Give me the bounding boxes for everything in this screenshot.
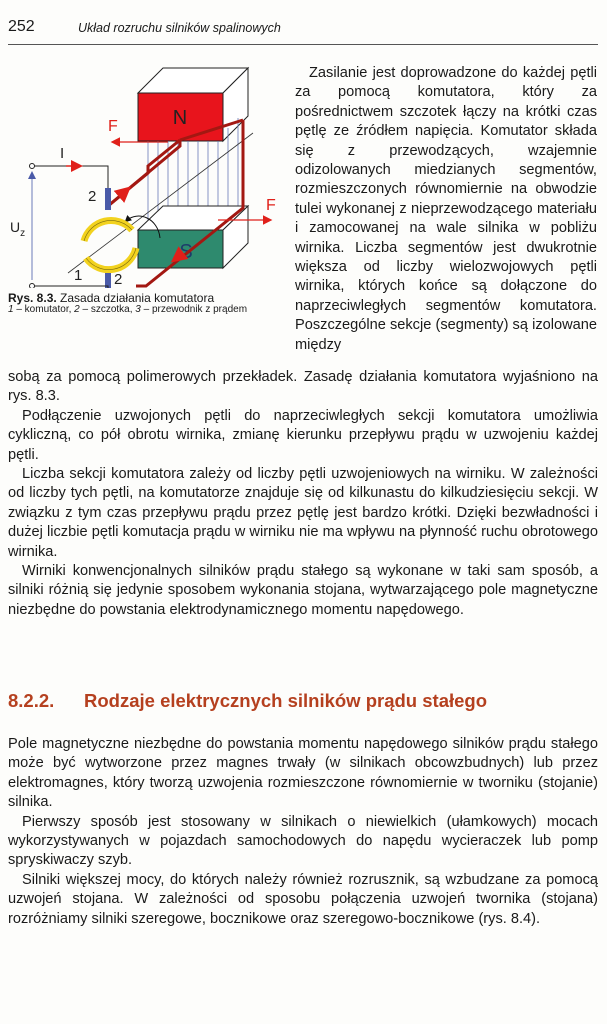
legend-num: 1 [8, 304, 14, 315]
paragraph: Pierwszy sposób jest stosowany w silnikach o niewielkich (ułamkowych) mocach wykorzystywanych w pojazdach samochodowych do napędu wycieraczek lub pomp spryskiwaczy szyb. [8, 813, 598, 869]
section-title: Rodzaje elektrycznych silników prądu stałego [84, 690, 488, 711]
paragraph: Pole magnetyczne niezbędne do powstania momentu napędowego silników prądu stałego może być wytworzone przez magnes trwały (w silnikach obcowzbudnych) lub przez elektromagnes, który tworzą uzwojenia rozmieszczone równomiernie w tworniku (stojanie) silnika. [8, 736, 598, 811]
brush-top [105, 188, 111, 210]
paragraph: Liczba sekcji komutatora zależy od liczby pętli uzwojeniowych na wirniku. W zależności od liczby tych pętli, na komutatorze znajduje się od kilkunastu do kilkudziesięciu sekcji. W związku z tym czas przepływu prądu przez pętlę jest bardzo krótki. Dzięki bezwładności i dużej liczbie pętli komutacja prądu w wirniku nie ma wpływu na płynność ruchu obrotowego wirnika. [8, 466, 598, 560]
caption-text: Zasada działania komutatora [60, 291, 215, 305]
paragraph: Zasilanie jest doprowadzone do każdej pętli za pomocą komutatora, który za pośrednictwem szczotek łączy na krótki czas pętlę ze źródłem napięcia. Komutator składa się z przewodzących, wzajemnie odizolowanych miedzianych segmentów, rozmieszczonych równomiernie na obwodzie tulei wykonanej z nieprzewodzącego materiału i zamocowanej na wale silnika w pobliżu wirnika. Liczba segmentów jest dwukrotnie większa od liczby wielozwojowych pętli wirnika, których końce są dołączone do naprzeciwległych segmentów komutatora. Poszczególne sekcje (segmenty) są izolowane między [295, 65, 597, 353]
legend-text: – szczotka, [79, 304, 136, 315]
page-number: 252 [8, 18, 35, 35]
paragraph: Silniki większej mocy, do których należy również rozrusznik, są wzbudzane za pomocą uzwojeń stojana. W zależności od sposobu połączenia uzwojeń twornika (stojana) rozróżniamy silniki szeregowe, bocznikowe oraz szeregowo-bocznikowe (rys. 8.4). [8, 871, 598, 927]
circuit-wire-top [32, 166, 108, 188]
main-text-block-2 [8, 735, 598, 929]
commutator-diagram [8, 58, 288, 288]
caption-legend [8, 304, 288, 316]
wrapped-text-column [295, 64, 597, 355]
legend-text: – komutator, [13, 304, 75, 315]
section-heading [8, 690, 487, 712]
caption-label: Rys. 8.3. [8, 291, 57, 305]
main-text-block-1 [8, 368, 598, 620]
section-number: 8.2.2. [8, 690, 55, 711]
paragraph: Wirniki konwencjonalnych silników prądu stałego są wykonane w taki sam sposób, a silniki różnią się jedynie sposobem wykonania stojana, wytwarzającego pole magnetyczne niezbędne do powstania elektrodynamicznego momentu napędowego. [8, 563, 598, 618]
force-label-top: F [108, 118, 118, 135]
north-label: N [172, 107, 188, 129]
terminal-bottom [30, 284, 35, 289]
voltage-label: $U_z$ [10, 219, 26, 239]
caption-title [8, 292, 288, 304]
legend-num: 3 [135, 304, 141, 315]
commutator-figure [8, 58, 288, 288]
terminal-top [30, 164, 35, 169]
page-header [8, 18, 598, 45]
force-label-right: F [266, 197, 276, 214]
legend-text: – przewodnik z prądem [140, 304, 248, 315]
current-label: I [60, 145, 65, 162]
commutator [84, 220, 136, 269]
paragraph-continuation: sobą za pomocą polimerowych przekładek. Zasadę działania komutatora wyjaśniono na rys. 8.3. [8, 369, 598, 405]
brush-label-top: 2 [88, 188, 97, 205]
south-magnet [138, 206, 248, 268]
north-magnet [138, 68, 248, 141]
brush-label-bottom: 2 [114, 271, 123, 288]
running-title: Układ rozruchu silników spalinowych [78, 21, 281, 35]
south-label: S [179, 241, 193, 263]
paragraph: Podłączenie uzwojonych pętli do naprzeciwległych sekcji komutatora umożliwia cykliczną, co pół obrotu wirnika, zmianę kierunku przepływu prądu w uzwojeniu każdej pętli. [8, 407, 598, 463]
circuit-wire-bottom [32, 286, 108, 288]
legend-num: 2 [74, 304, 80, 315]
commutator-label: 1 [74, 267, 83, 284]
figure-caption [8, 292, 288, 316]
